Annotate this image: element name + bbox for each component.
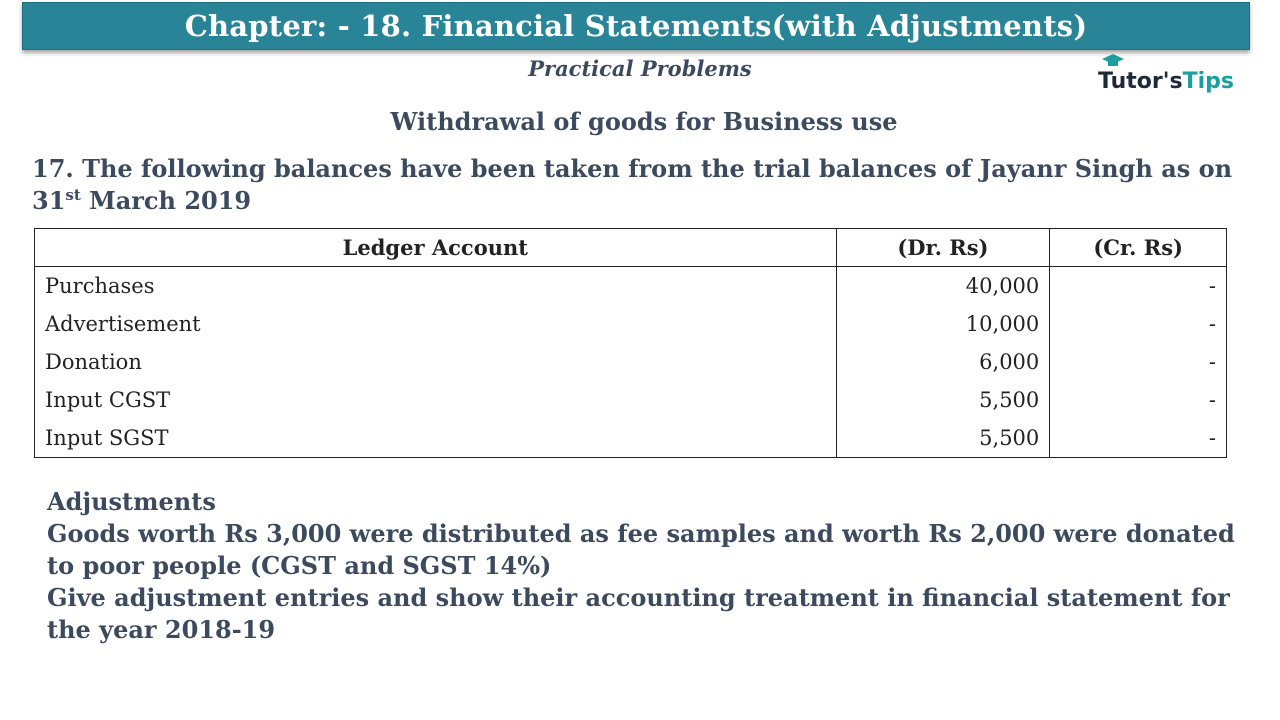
table-row — [35, 267, 1227, 306]
adjustments-block — [47, 486, 1247, 646]
chapter-header — [22, 2, 1250, 50]
cell-debit: 40,000 — [836, 267, 1050, 306]
tutors-tips-logo — [1098, 54, 1248, 94]
cell-credit: - — [1050, 381, 1227, 419]
cell-account: Input SGST — [35, 419, 837, 458]
adjustments-line-2: Give adjustment entries and show their accounting treatment in financial statement for the year 2018-19 — [47, 583, 1230, 644]
adjustments-heading: Adjustments — [47, 487, 216, 516]
graduation-cap-icon — [1102, 54, 1124, 68]
cell-account: Input CGST — [35, 381, 837, 419]
section-title: Withdrawal of goods for Business use — [390, 107, 898, 136]
cell-debit: 6,000 — [836, 343, 1050, 381]
cell-account: Purchases — [35, 267, 837, 306]
table-row — [35, 419, 1227, 458]
practical-problems-subtitle: Practical Problems — [528, 56, 752, 81]
logo-text-tips: Tips — [1182, 69, 1234, 94]
chapter-title: Chapter: - 18. Financial Statements(with Adjustments) — [184, 9, 1088, 43]
question-text — [32, 153, 1252, 217]
question-text-end: March 2019 — [80, 186, 252, 215]
header-credit: (Cr. Rs) — [1050, 229, 1227, 267]
header-ledger-account: Ledger Account — [35, 229, 837, 267]
adjustments-line-1: Goods worth Rs 3,000 were distributed as fee samples and worth Rs 2,000 were donated to poor people (CGST and SGST 14%) — [47, 519, 1235, 580]
cell-credit: - — [1050, 267, 1227, 306]
cell-credit: - — [1050, 419, 1227, 458]
question-text-main: 17. The following balances have been taken from the trial balances of Jayanr Singh as on 31 — [32, 154, 1233, 215]
question-superscript: st — [65, 186, 81, 204]
table-row — [35, 343, 1227, 381]
table-header-row — [35, 229, 1227, 267]
cell-debit: 10,000 — [836, 305, 1050, 343]
cell-credit: - — [1050, 343, 1227, 381]
cell-credit: - — [1050, 305, 1227, 343]
logo-text-tutors: Tutor's — [1098, 69, 1183, 94]
cell-account: Donation — [35, 343, 837, 381]
cell-account: Advertisement — [35, 305, 837, 343]
header-debit: (Dr. Rs) — [836, 229, 1050, 267]
table-row — [35, 381, 1227, 419]
cell-debit: 5,500 — [836, 381, 1050, 419]
table-row — [35, 305, 1227, 343]
cell-debit: 5,500 — [836, 419, 1050, 458]
ledger-table — [34, 228, 1227, 458]
